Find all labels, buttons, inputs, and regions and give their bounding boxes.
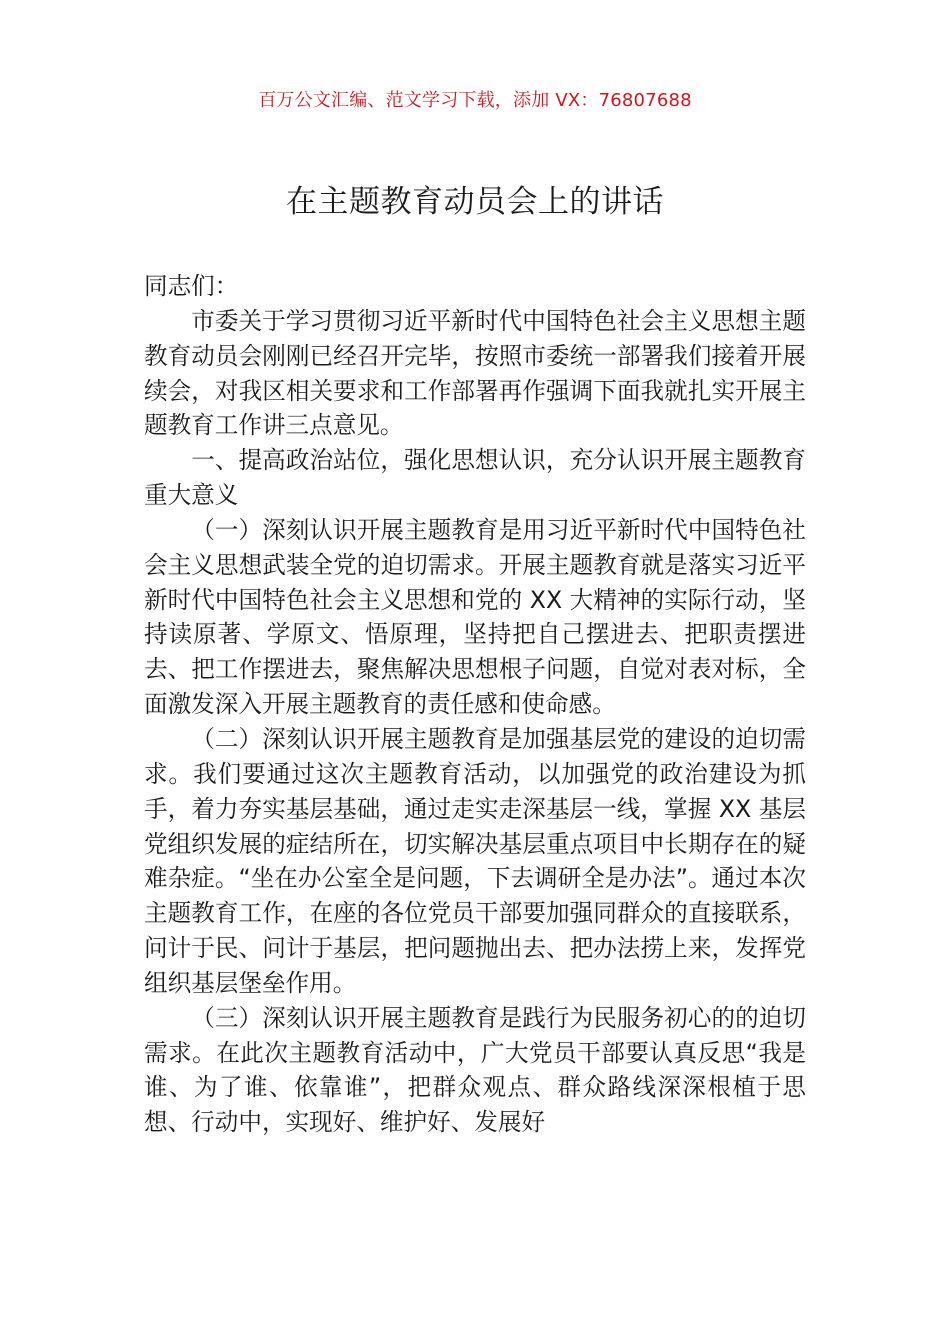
- paragraph-intro: 市委关于学习贯彻习近平新时代中国特色社会主义思想主题教育动员会刚刚已经召开完毕，按照市委统一部署我们接着开展续会，对我区相关要求和工作部署再作强调下面我就扎实开展主题教育工作讲三点意见。: [144, 306, 806, 440]
- paragraph-point-3: （三）深刻认识开展主题教育是践行为民服务初心的的迫切需求。在此次主题教育活动中，广大党员干部要认真反思“我是谁、为了谁、依靠谁”，把群众观点、群众路线深深根植于思想、行动中，实现好、维护好、发展好: [144, 1003, 806, 1137]
- salutation: 同志们：: [144, 272, 239, 300]
- paragraph-point-2: （二）深刻认识开展主题教育是加强基层党的建设的迫切需求。我们要通过这次主题教育活动，以加强党的政治建设为抓手，着力夯实基层基础，通过走实走深基层一线，掌握 XX 基层党组织发展的症结所在，切实解决基层重点项目中长期存在的疑难杂症。“坐在办公室全是问题，下去调研全是办法”。通过本次主题教育工作，在座的各位党员干部要加强同群众的直接联系，问计于民、问计于基层，把问题抛出去、把办法捞上来，发挥党组织基层堡垒作用。: [144, 724, 806, 997]
- document-body: [144, 269, 806, 1140]
- section-heading-1: 一、提高政治站位，强化思想认识，充分认识开展主题教育重大意义: [144, 446, 806, 510]
- header-note: 百万公文汇编、范文学习下载，添加 VX：76807688: [258, 90, 692, 111]
- paragraph-point-1: （一）深刻认识开展主题教育是用习近平新时代中国特色社会主义思想武装全党的迫切需求。开展主题教育就是落实习近平新时代中国特色社会主义思想和党的 XX 大精神的实际行动，坚持读原著、学原文、悟原理，坚持把自己摆进去、把职责摆进去、把工作摆进去，聚焦解决思想根子问题，自觉对表对标，全面激发深入开展主题教育的责任感和使命感。: [144, 515, 806, 719]
- document-title: 在主题教育动员会上的讲话: [286, 184, 664, 220]
